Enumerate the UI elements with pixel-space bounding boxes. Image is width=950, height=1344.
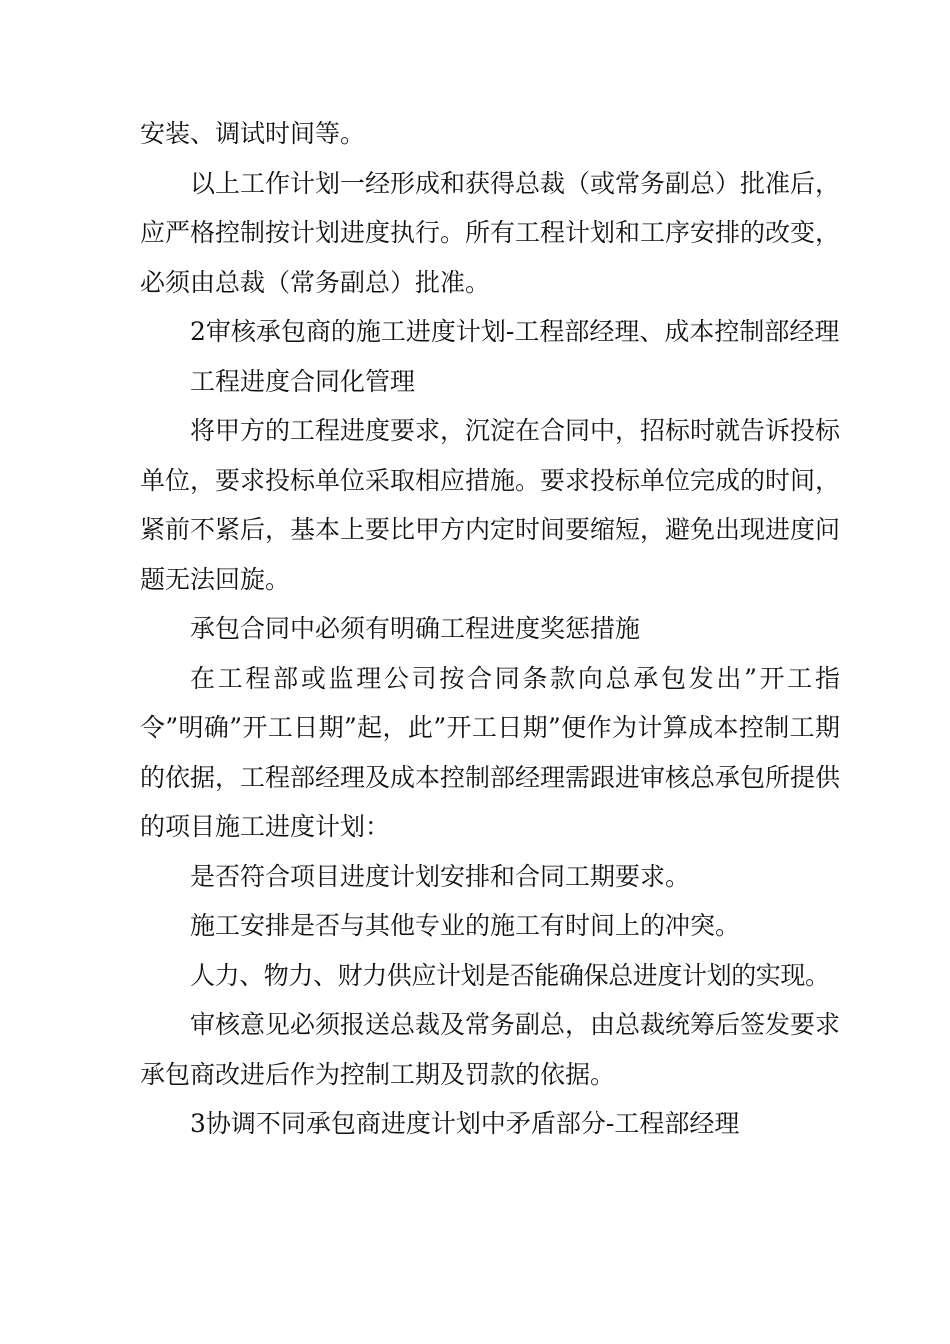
subheading-reward-penalty: 承包合同中必须有明确工程进度奖惩措施	[190, 614, 641, 643]
section-heading-3: 3协调不同承包商进度计划中矛盾部分-工程部经理	[190, 1109, 740, 1138]
paragraph-review-opinion: 审核意见必须报送总裁及常务副总，由总裁统筹后签发要求承包商改进后作为控制工期及罚款的依据。	[140, 1010, 841, 1089]
paragraph-continuation: 安装、调试时间等。	[140, 119, 366, 148]
paragraph-approval: 以上工作计划一经形成和获得总裁（或常务副总）批准后，应严格控制按计划进度执行。所有工程计划和工序安排的改变，必须由总裁（常务副总）批准。	[140, 168, 841, 297]
section-heading-2: 2审核承包商的施工进度计划-工程部经理、成本控制部经理	[190, 317, 840, 346]
paragraph-start-date: 在工程部或监理公司按合同条款向总承包发出”开工指令”明确”开工日期”起，此”开工日期”便作为计算成本控制工期的依据，工程部经理及成本控制部经理需跟进审核总承包所提供的项目施工进度计划：	[140, 663, 841, 841]
list-item-schedule-compliance: 是否符合项目进度计划安排和合同工期要求。	[190, 861, 691, 891]
paragraph-contract-requirements: 将甲方的工程进度要求，沉淀在合同中，招标时就告诉投标单位，要求投标单位采取相应措施。要求投标单位完成的时间，紧前不紧后，基本上要比甲方内定时间要缩短，避免出现进度问题无法回旋。	[140, 416, 841, 594]
list-item-time-conflict: 施工安排是否与其他专业的施工有时间上的冲突。	[190, 911, 741, 940]
document-body	[140, 109, 840, 1149]
subheading-contract-management: 工程进度合同化管理	[190, 366, 416, 396]
list-item-resource-supply: 人力、物力、财力供应计划是否能确保总进度计划的实现。	[190, 960, 830, 990]
